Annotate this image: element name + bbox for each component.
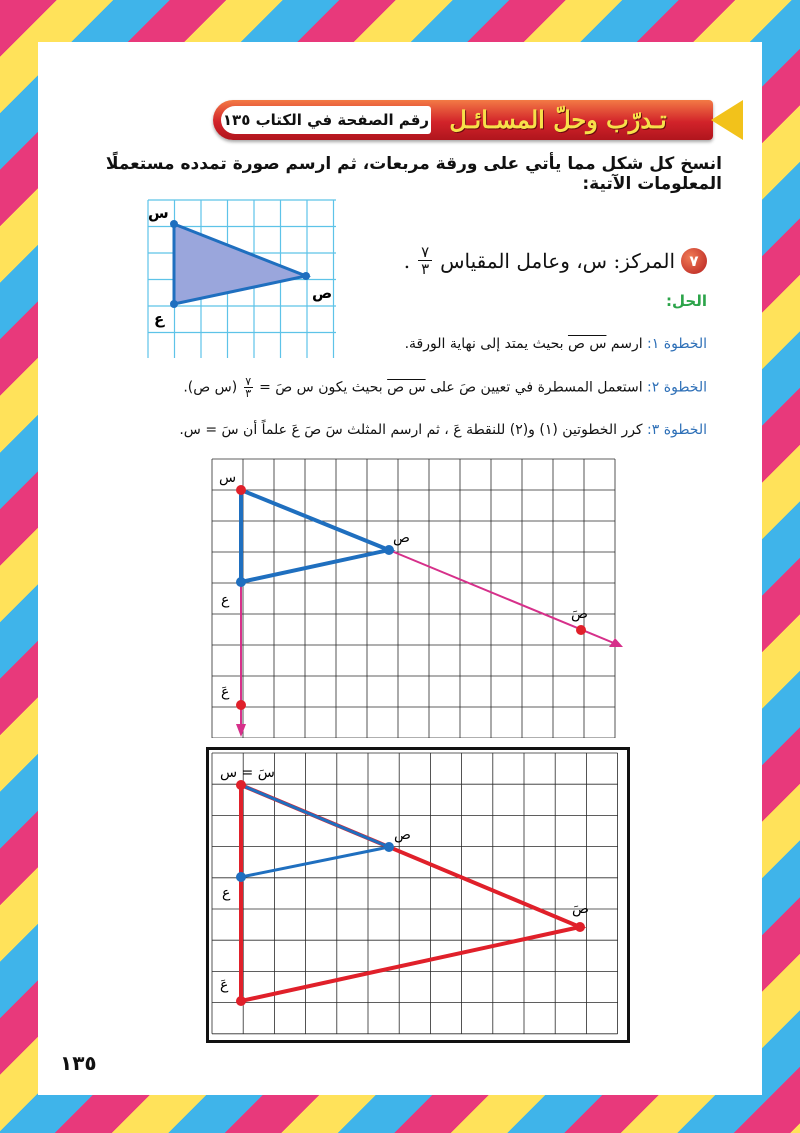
small-grid-figure bbox=[146, 198, 336, 358]
step-2-fraction bbox=[244, 376, 253, 399]
final-label-a: ع bbox=[222, 885, 231, 901]
final-point-s bbox=[236, 780, 246, 790]
step-2 bbox=[183, 376, 707, 399]
small-label-s: س bbox=[148, 204, 169, 222]
step-1 bbox=[405, 336, 707, 352]
step-3 bbox=[179, 422, 707, 438]
solution-label: الحل: bbox=[666, 292, 707, 310]
step-2-fraction-numerator: ٧ bbox=[245, 375, 252, 388]
mid-point-p2 bbox=[576, 625, 586, 635]
step-2-text-c: (س ص). bbox=[183, 379, 238, 396]
banner-band bbox=[213, 100, 713, 140]
final-original-triangle bbox=[241, 785, 389, 877]
section-banner bbox=[213, 100, 743, 140]
problem-end: . bbox=[403, 248, 411, 273]
banner-arrow-icon bbox=[711, 100, 743, 140]
small-label-a: ع bbox=[154, 310, 165, 328]
step-1-label: الخطوة ١: bbox=[647, 336, 707, 352]
mid-point-a2 bbox=[236, 700, 246, 710]
scale-fraction-denominator: ٣ bbox=[421, 260, 430, 278]
scale-fraction-numerator: ٧ bbox=[421, 243, 430, 261]
final-label-a2: عَ bbox=[220, 977, 229, 993]
final-point-a bbox=[236, 872, 246, 882]
worksheet-page bbox=[38, 42, 762, 1095]
final-label-p2: صَ bbox=[572, 901, 589, 917]
problem-number-badge: ٧ bbox=[681, 248, 707, 274]
step-3-text-a: كرر الخطوتين (١) و(٢) للنقطة عَ ، ثم ارسم المثلث سَ صَ عَ علماً أن سَ = س. bbox=[179, 422, 643, 438]
problem-text: المركز: س، وعامل المقياس bbox=[440, 248, 675, 273]
step-2-label: الخطوة ٢: bbox=[647, 379, 707, 396]
final-grid bbox=[212, 753, 618, 1034]
mid-label-p2: صَ bbox=[571, 606, 588, 622]
problem-7 bbox=[404, 244, 707, 277]
final-label-s: سَ = س bbox=[220, 765, 275, 781]
mid-label-a2: عَ bbox=[221, 684, 230, 700]
small-point-s bbox=[170, 220, 178, 228]
mid-label-p: ص bbox=[393, 530, 410, 546]
mid-label-a: ع bbox=[221, 592, 230, 608]
instruction-text: انسخ كل شكل مما يأتي على ورقة مربعات، ثم ارسم صورة تمدده مستعملًا المعلومات الآتية: bbox=[105, 154, 722, 194]
mid-point-p bbox=[384, 545, 394, 555]
ray-s-p bbox=[389, 550, 621, 646]
step-1-text-b: بحيث يمتد إلى نهاية الورقة. bbox=[404, 336, 564, 352]
construction-grid-figure bbox=[211, 458, 627, 738]
scale-fraction bbox=[418, 244, 432, 277]
mid-label-s: س bbox=[219, 470, 237, 486]
final-point-p2 bbox=[575, 922, 585, 932]
small-label-p: ص bbox=[312, 284, 333, 302]
small-triangle bbox=[174, 224, 306, 304]
final-point-p bbox=[384, 842, 394, 852]
step-2-ray: س ص bbox=[387, 379, 426, 396]
small-point-a bbox=[170, 300, 178, 308]
final-frame bbox=[208, 749, 629, 1042]
final-grid-figure bbox=[206, 747, 630, 1043]
step-2-fraction-denominator: ٣ bbox=[245, 387, 252, 400]
page-number: ١٣٥ bbox=[60, 1051, 97, 1075]
step-3-label: الخطوة ٣: bbox=[647, 422, 707, 438]
ray-s-a-arrow-icon bbox=[236, 724, 246, 737]
step-1-text-a: ارسم bbox=[610, 336, 643, 352]
book-page-reference: رقم الصفحة في الكتاب ١٣٥ bbox=[221, 106, 431, 134]
mid-point-a bbox=[236, 577, 246, 587]
step-1-ray: س ص bbox=[567, 336, 607, 352]
dilated-triangle bbox=[241, 785, 580, 1001]
final-label-p: ص bbox=[394, 827, 411, 843]
mid-point-s bbox=[236, 485, 246, 495]
step-2-text-a: استعمل المسطرة في تعيين صَ على bbox=[430, 379, 643, 396]
small-point-p bbox=[302, 272, 310, 280]
final-point-a2 bbox=[236, 996, 246, 1006]
banner-title: تـدرّب وحلّ المسـائـل bbox=[449, 105, 667, 134]
step-2-text-b: بحيث يكون س صَ = bbox=[259, 379, 383, 396]
